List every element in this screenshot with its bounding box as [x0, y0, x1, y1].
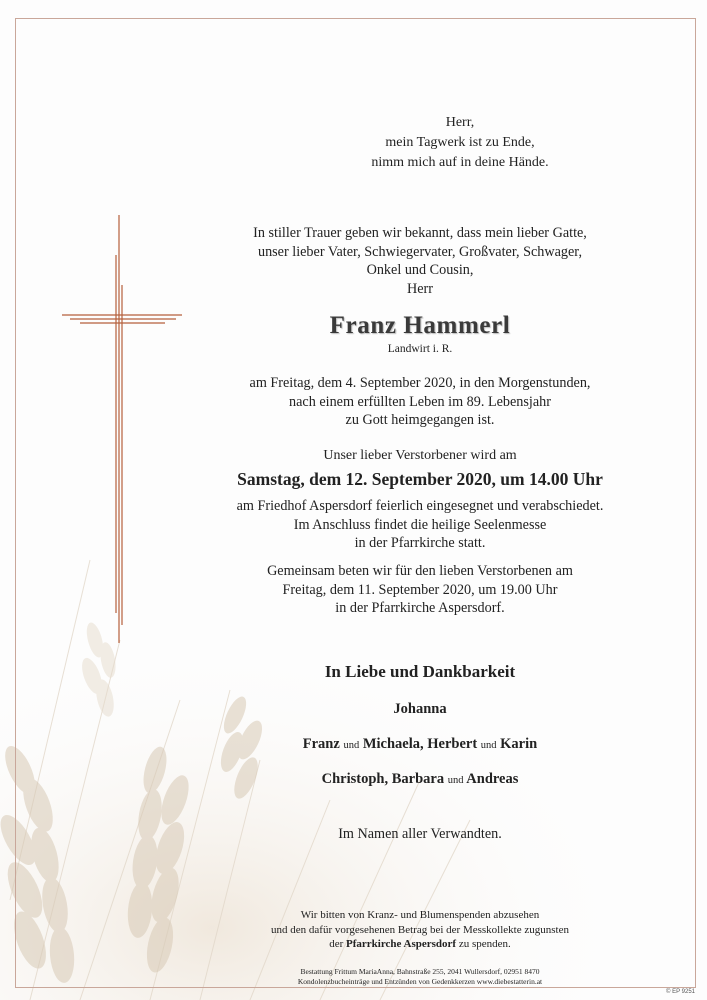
funeral-date: Samstag, dem 12. September 2020, um 14.00 Uhr [237, 469, 603, 489]
prayer-line: in der Pfarrkirche Aspersdorf. [335, 600, 505, 616]
farewell-intro: Unser lieber Verstorbener wird am [323, 448, 517, 463]
verse-line: mein Tagwerk ist zu Ende, [385, 135, 535, 150]
farewell-line: in der Pfarrkirche statt. [354, 535, 486, 551]
mourner-name: , Barbara [384, 771, 445, 787]
request-text: der [329, 938, 344, 950]
request-line [190, 937, 650, 952]
verse-line: Herr, [445, 115, 475, 130]
announcement-intro [190, 224, 650, 298]
mourner-name: Johanna [393, 701, 447, 717]
relatives-note: Im Namen aller Verwandten. [338, 826, 502, 842]
farewell-line: Im Anschluss findet die heilige Seelenmesse [293, 516, 547, 533]
mourner-name: Franz [302, 736, 340, 752]
conjunction: und [480, 740, 497, 751]
intro-line: Herr [407, 280, 433, 297]
intro-line: Onkel und Cousin, [366, 262, 474, 278]
mourner-name: Karin [500, 736, 538, 752]
request-text: zu spenden. [458, 938, 511, 950]
farewell-details [190, 497, 650, 553]
mourner-name: Christoph [321, 771, 385, 787]
mourner-name: Andreas [466, 771, 519, 787]
copyright-note: © EP 9251 [666, 989, 695, 995]
death-notice [190, 374, 650, 430]
prayer-line: Gemeinsam beten wir für den lieben Verstorbenen am [267, 563, 573, 579]
footer-line: Bestattung Frittum MariaAnna, Bahnstraße 255, 2041 Wullersdorf, 02951 8470 [300, 967, 540, 976]
verse [340, 113, 580, 173]
mourner-line [190, 736, 650, 771]
death-line: am Freitag, dem 4. September 2020, in den Morgenstunden, [249, 375, 591, 391]
mourner-line [190, 771, 650, 806]
intro-line: unser lieber Vater, Schwiegervater, Großvater, Schwager, [257, 243, 583, 260]
death-line: nach einem erfüllten Leben im 89. Lebensjahr [289, 393, 551, 410]
deceased-occupation: Landwirt i. R. [387, 343, 453, 355]
request-line: und den dafür vorgesehenen Betrag bei der Messkollekte zugunsten [271, 923, 569, 936]
footer-line: Kondolenzbucheinträge und Entzünden von Gedenkkerzen www.diebestatterin.at [297, 977, 543, 986]
mourning-title: In Liebe und Dankbarkeit [324, 662, 516, 681]
death-line: zu Gott heimgegangen ist. [345, 412, 495, 428]
conjunction: und [343, 740, 360, 751]
mourner-name: Michaela, Herbert [362, 736, 478, 752]
prayer-line: Freitag, dem 11. September 2020, um 19.00 Uhr [282, 581, 558, 598]
church-name: Pfarrkirche Aspersdorf [346, 938, 457, 950]
prayer-details [190, 562, 650, 618]
request-line: Wir bitten von Kranz- und Blumenspenden abzusehen [300, 909, 540, 921]
mourner-line [190, 701, 650, 736]
deceased-name: Franz Hammerl [329, 312, 511, 339]
funeral-home-footer [190, 967, 650, 987]
cross-icon [60, 215, 185, 645]
verse-line: nimm mich auf in deine Hände. [371, 155, 549, 170]
intro-line: In stiller Trauer geben wir bekannt, dass mein lieber Gatte, [253, 225, 587, 241]
donation-request [190, 908, 650, 952]
mourners-list [190, 701, 650, 806]
farewell-line: am Friedhof Aspersdorf feierlich eingesegnet und verabschiedet. [236, 498, 604, 514]
conjunction: und [447, 775, 464, 786]
